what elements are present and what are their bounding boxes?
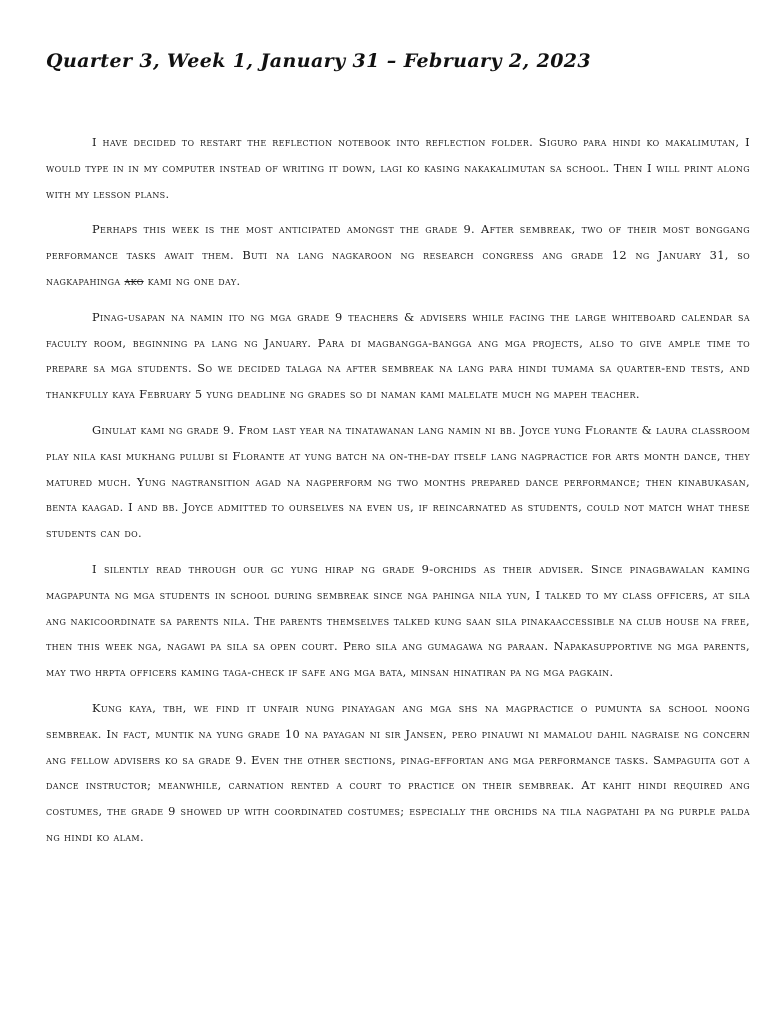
paragraph-1: I have decided to restart the reflection notebook into reflection folder. Siguro para hindi ko makalimutan, I would type in in my computer instead of writing it down, lagi ko kasing nakakalimutan sa school. Then I will print along with my lesson plans.: [46, 135, 750, 201]
page-title: Quarter 3, Week 1, January 31 – February 2, 2023: [46, 50, 592, 72]
paragraph-2-text-after: kami ng one day.: [143, 273, 241, 288]
paragraph-3: Pinag-usapan na namin ito ng mga grade 9 teachers & advisers while facing the large whiteboard calendar sa faculty room, beginning pa lang ng January. Para di magbangga-bangga ang mga projects, also to give ample time to prepare sa mga students. So we decided talaga na after sembreak na lang para hindi tumama sa quarter-end tests, and thankfully kaya February 5 yung deadline ng grades so di naman kami malelate much ng mapeh teacher.: [46, 309, 750, 402]
paragraph-6: Kung kaya, tbh, we find it unfair nung pinayagan ang mga shs na magpractice o pumunta sa school noong sembreak. In fact, muntik na yung grade 10 na payagan ni sir Jansen, pero pinauwi ni mamalou dahil nagraise ng concern ang fellow advisers ko sa grade 9. Even the other sections, pinag-effortan ang mga performance tasks. Sampaguita got a dance instructor; meanwhile, carnation rented a court to practice on their sembreak. At kahit hindi required ang costumes, the grade 9 showed up with coordinated costumes; especially the orchids na tila nagpatahi pa ng purple palda ng hindi ko alam.: [46, 700, 750, 844]
document-body: [46, 130, 750, 861]
paragraph-2: [46, 217, 750, 294]
paragraph-2-text-before: Perhaps this week is the most anticipated amongst the grade 9. After sembreak, two of their most bonggang performance tasks await them. Buti na lang nagkaroon ng research congress ang grade 12 ng January 31, so nagkapahinga: [46, 222, 750, 288]
paragraph-5: I silently read through our gc yung hirap ng grade 9-orchids as their adviser. Since pinagbawalan kaming magpapunta ng mga students in school during sembreak since nga pahinga nila yun, I talked to my class officers, at sila ang nakicoordinate sa parents nila. The parents themselves talked kung saan sila pinakaaccessible na club house na free, then this week nga, nagawi pa sila sa open court. Pero sila ang gumagawa ng paraan. Napakasupportive ng mga parents, may two hrpta officers kaming taga-check if safe ang mga bata, minsan hinatiran pa ng mga pagkain.: [46, 561, 750, 680]
paragraph-4: Ginulat kami ng grade 9. From last year na tinatawanan lang namin ni bb. Joyce yung Florante & laura classroom play nila kasi mukhang pulubi si Florante at yung batch na on-the-day itself lang nagpractice for arts month dance, they matured much. Yung nagtransition agad na nagperform ng two months prepared dance performance; then kinabukasan, benta kaagad. I and bb. Joyce admitted to ourselves na even us, if reincarnated as students, could not match what these students can do.: [46, 422, 750, 541]
struck-through-word: ako: [124, 273, 144, 288]
